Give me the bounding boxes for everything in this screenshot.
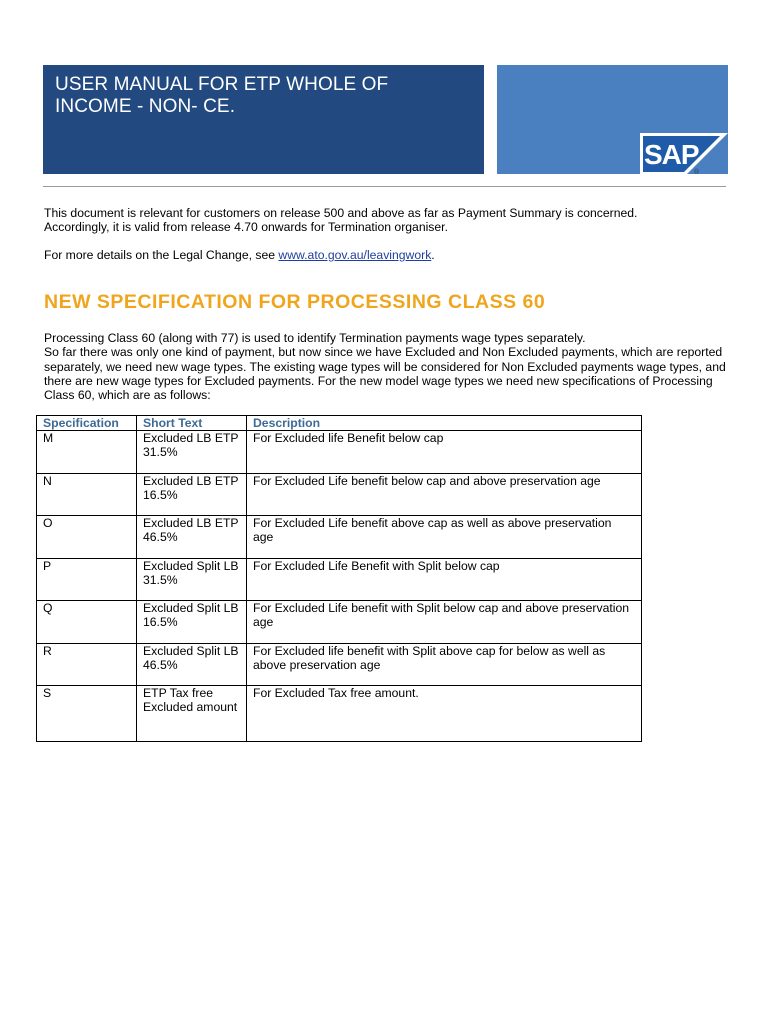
cell-spec: Q	[37, 601, 137, 644]
cell-spec: M	[37, 431, 137, 474]
cell-description: For Excluded life benefit with Split above cap for below as well as above preservation age	[247, 643, 642, 686]
section-body	[44, 331, 734, 402]
table-header-row	[37, 416, 642, 431]
cell-short-text: Excluded LB ETP 31.5%	[137, 431, 247, 474]
cell-description: For Excluded life Benefit below cap	[247, 431, 642, 474]
table-row	[37, 516, 642, 559]
cell-short-text: Excluded Split LB 31.5%	[137, 558, 247, 601]
table-row	[37, 643, 642, 686]
document-title: USER MANUAL FOR ETP WHOLE OF INCOME - NON- CE.	[55, 74, 389, 117]
cell-short-text: ETP Tax free Excluded amount	[137, 686, 247, 742]
cell-description: For Excluded Life benefit with Split below cap and above preservation age	[247, 601, 642, 644]
more-details-line	[44, 248, 435, 262]
section-paragraph-1: Processing Class 60 (along with 77) is used to identify Termination payments wage types separately.	[44, 331, 586, 345]
specification-table	[36, 415, 642, 742]
title-banner	[43, 65, 484, 174]
table-row	[37, 473, 642, 516]
section-heading: NEW SPECIFICATION FOR PROCESSING CLASS 60	[44, 291, 546, 313]
table-row	[37, 601, 642, 644]
header-divider	[43, 186, 726, 187]
cell-short-text: Excluded Split LB 46.5%	[137, 643, 247, 686]
table-row	[37, 686, 642, 742]
intro-line-1: This document is relevant for customers on release 500 and above as far as Payment Summary is concerned.	[44, 206, 638, 220]
ato-link[interactable]: www.ato.gov.au/leavingwork	[278, 248, 432, 262]
cell-description: For Excluded Life benefit above cap as well as above preservation age	[247, 516, 642, 559]
registered-mark: ®	[694, 169, 700, 175]
cell-description: For Excluded Life Benefit with Split below cap	[247, 558, 642, 601]
header-specification: Specification	[37, 416, 137, 431]
cell-description: For Excluded Life benefit below cap and above preservation age	[247, 473, 642, 516]
sap-logo-text: SAP	[644, 139, 699, 170]
sap-logo	[640, 133, 728, 175]
table-row	[37, 431, 642, 474]
more-details-suffix: .	[431, 248, 435, 262]
section-paragraph-2: So far there was only one kind of payment, but now since we have Excluded and Non Excluded payments, which are reported separately, we need new wage types. The existing wage types will be considered for Non Excluded payments wage types, and there are new wage types for Excluded payments. For the new model wage types we need new specifications of Processing Class 60, which are as follows:	[44, 345, 726, 403]
header-description: Description	[247, 416, 642, 431]
cell-spec: O	[37, 516, 137, 559]
table-row	[37, 558, 642, 601]
cell-description: For Excluded Tax free amount.	[247, 686, 642, 742]
intro-line-2: Accordingly, it is valid from release 4.70 onwards for Termination organiser.	[44, 220, 448, 234]
header-short-text: Short Text	[137, 416, 247, 431]
cell-short-text: Excluded LB ETP 46.5%	[137, 516, 247, 559]
more-details-prefix: For more details on the Legal Change, see	[44, 248, 279, 262]
cell-short-text: Excluded LB ETP 16.5%	[137, 473, 247, 516]
cell-short-text: Excluded Split LB 16.5%	[137, 601, 247, 644]
cell-spec: S	[37, 686, 137, 742]
cell-spec: R	[37, 643, 137, 686]
cell-spec: N	[37, 473, 137, 516]
cell-spec: P	[37, 558, 137, 601]
